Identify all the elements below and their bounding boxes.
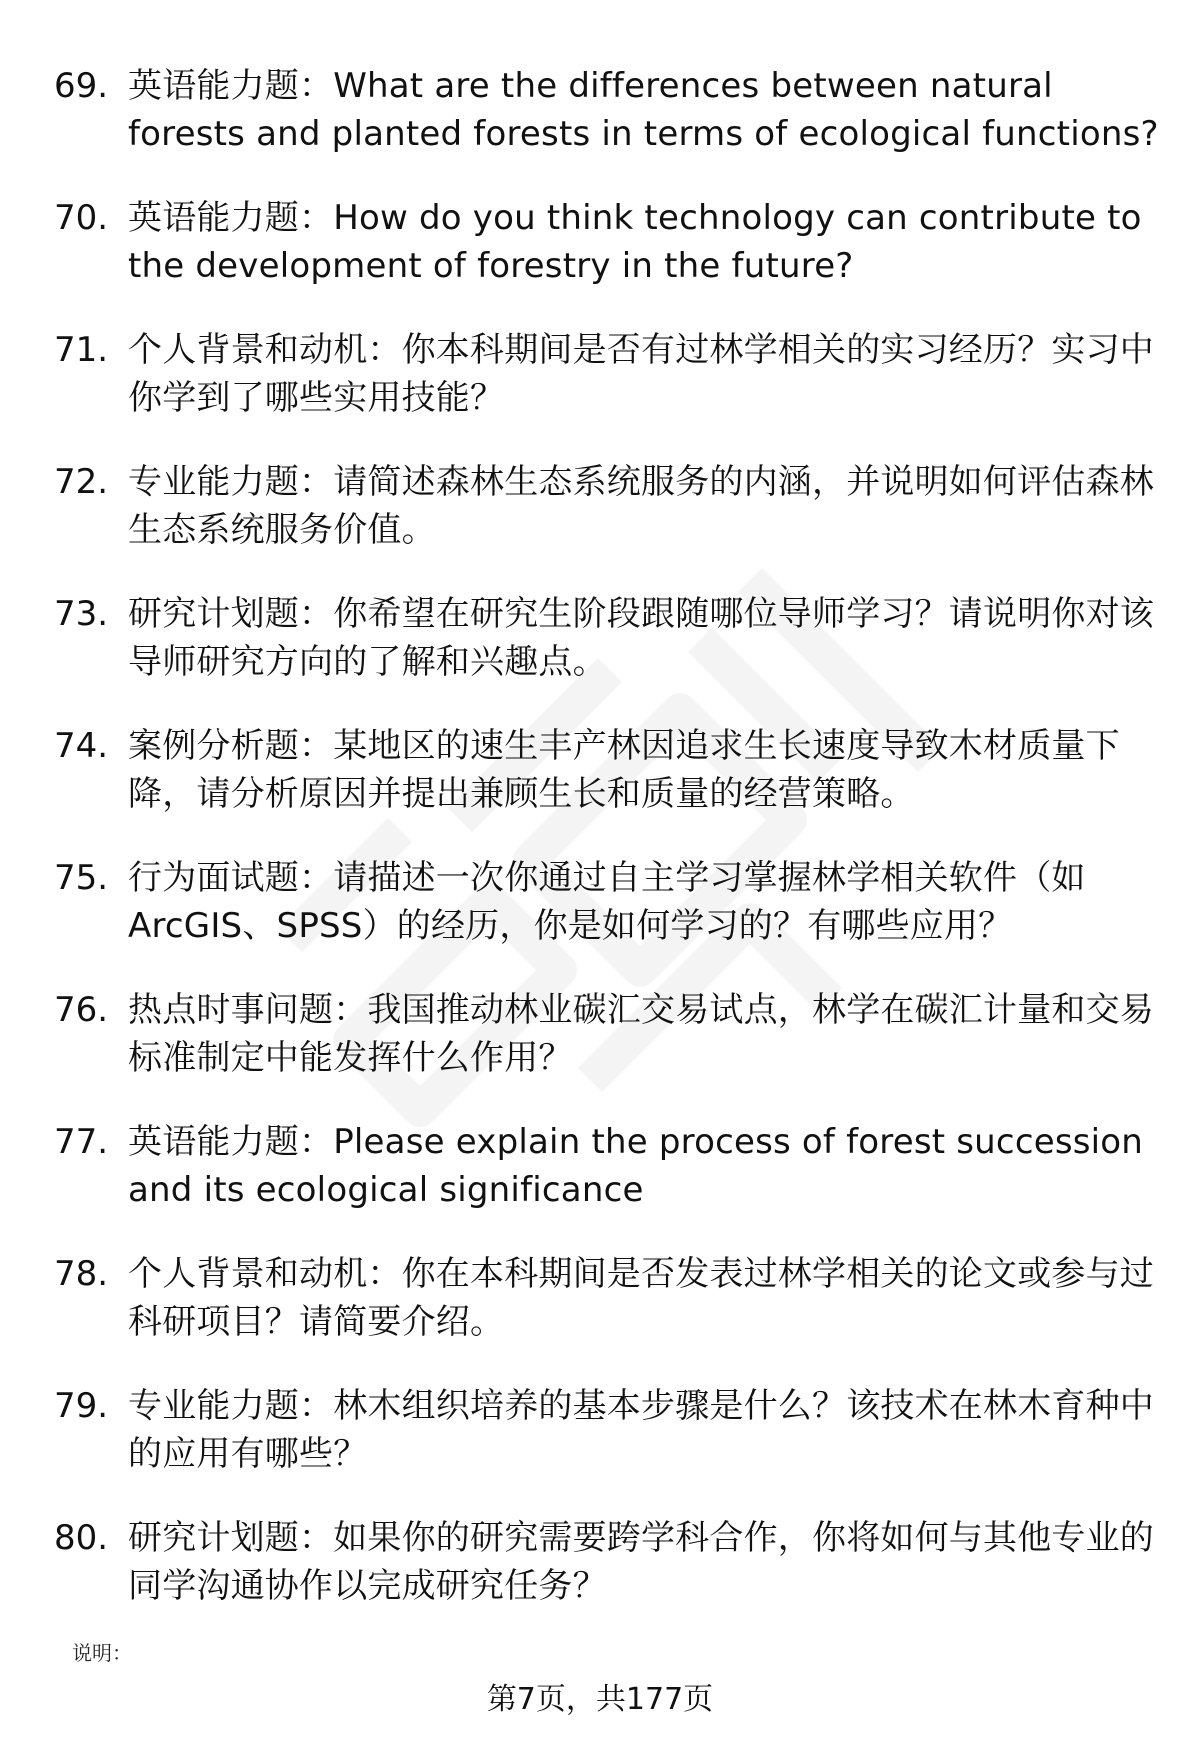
question-number: 69.	[54, 66, 109, 106]
question-text: 英语能力题：Please explain the process of forest succession and its ecological significance	[128, 1122, 1144, 1210]
question-number: 73.	[54, 594, 109, 634]
list-item	[54, 62, 1174, 194]
list-item	[54, 854, 1174, 986]
list-item	[54, 1514, 1174, 1646]
list-item	[54, 326, 1174, 458]
question-number: 79.	[54, 1386, 109, 1426]
question-number: 78.	[54, 1254, 109, 1294]
question-text: 专业能力题：请简述森林生态系统服务的内涵，并说明如何评估森林生态系统服务价值。	[128, 462, 1154, 550]
list-item	[54, 986, 1174, 1118]
list-item	[54, 1118, 1174, 1250]
question-text: 案例分析题：某地区的速生丰产林因追求生长速度导致木材质量下降，请分析原因并提出兼顾生长和质量的经营策略。	[128, 726, 1120, 814]
question-text: 研究计划题：你希望在研究生阶段跟随哪位导师学习？请说明你对该导师研究方向的了解和兴趣点。	[128, 594, 1154, 682]
list-item	[54, 1250, 1174, 1382]
question-text: 行为面试题：请描述一次你通过自主学习掌握林学相关软件（如ArcGIS、SPSS）的经历，你是如何学习的？有哪些应用？	[128, 858, 1086, 946]
list-item	[54, 590, 1174, 722]
question-number: 72.	[54, 462, 109, 502]
list-item	[54, 194, 1174, 326]
question-text: 英语能力题：How do you think technology can contribute to the development of forestry in the future?	[128, 198, 1142, 286]
question-number: 74.	[54, 726, 109, 766]
question-text: 个人背景和动机：你在本科期间是否发表过林学相关的论文或参与过科研项目？请简要介绍。	[128, 1254, 1154, 1342]
question-text: 研究计划题：如果你的研究需要跨学科合作，你将如何与其他专业的同学沟通协作以完成研究任务？	[128, 1518, 1154, 1606]
question-list	[54, 62, 1174, 1646]
question-text: 专业能力题：林木组织培养的基本步骤是什么？该技术在林木育种中的应用有哪些？	[128, 1386, 1154, 1474]
question-number: 75.	[54, 858, 109, 898]
question-text: 热点时事问题：我国推动林业碳汇交易试点，林学在碳汇计量和交易标准制定中能发挥什么作用？	[128, 990, 1154, 1078]
question-number: 70.	[54, 198, 109, 238]
question-number: 71.	[54, 330, 109, 370]
list-item	[54, 1382, 1174, 1514]
question-number: 80.	[54, 1518, 109, 1558]
list-item	[54, 722, 1174, 854]
question-text: 英语能力题：What are the differences between natural forests and planted forests in terms of ecological functions?	[128, 66, 1159, 154]
question-number: 77.	[54, 1122, 109, 1162]
question-text: 个人背景和动机：你本科期间是否有过林学相关的实习经历？实习中你学到了哪些实用技能？	[128, 330, 1154, 418]
list-item	[54, 458, 1174, 590]
page-number-footer: 第7页，共177页	[486, 1682, 714, 1717]
question-number: 76.	[54, 990, 109, 1030]
note-label: 说明：	[72, 1641, 132, 1665]
